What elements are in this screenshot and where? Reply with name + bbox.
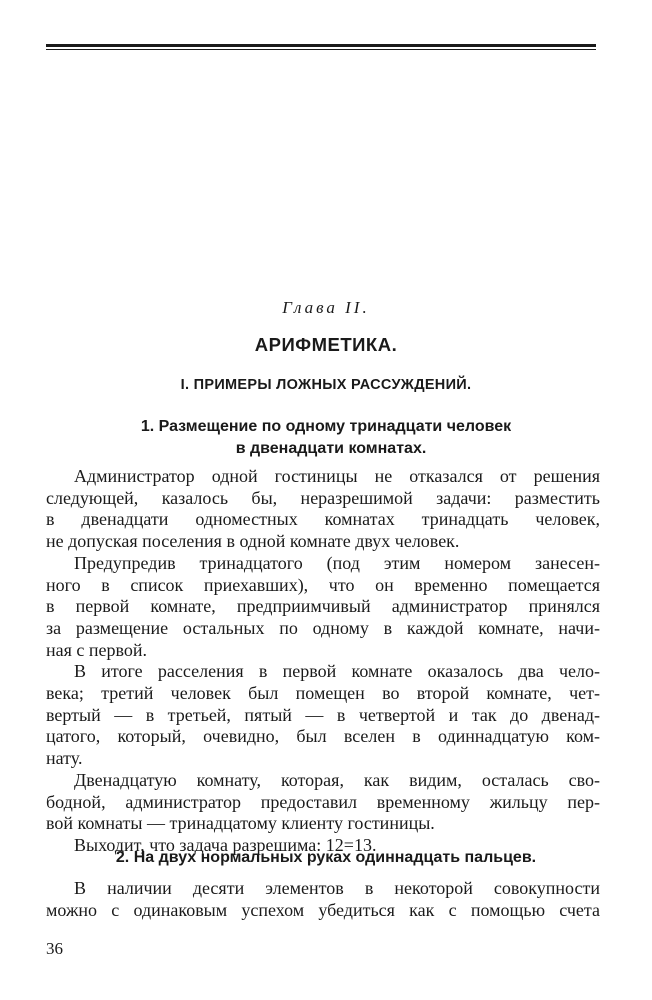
text-line: ного в список приехавших), что он временно помещается [46,574,600,595]
subsection-2-heading: 2. На двух нормальных руках одиннадцать пальцев. [115,849,537,866]
subsection-1-heading [0,416,652,460]
text-line: цатого, который, очевидно, был вселен в одиннадцатую ком- [46,726,600,747]
text-line: Двенадцатую комнату, которая, как видим, осталась сво- [74,769,600,790]
text-line: В итоге расселения в первой комнате оказалось два чело- [74,661,600,682]
text-line: в первой комнате, предприимчивый администратор принялся [46,596,600,617]
paragraph [46,878,600,921]
text-line: нату. [46,748,83,769]
text-line: бодной, администратор предоставил временному жильцу пер- [46,791,600,812]
text-line: Администратор одной гостиницы не отказался от решения [74,466,600,486]
text-line: вертый — в третьей, пятый — в четвертой и так до двенад- [46,704,600,725]
section-title: I. ПРИМЕРЫ ЛОЖНЫХ РАССУЖДЕНИЙ. [180,377,472,393]
subsection-1-heading-line-1: 1. Размещение по одному тринадцати человек [140,418,512,435]
subsection-2-body [46,878,600,921]
text-line: Предупредив тринадцатого (под этим номером занесен- [74,552,600,573]
page-number: 36 [46,939,63,958]
text-line: вой комнаты — тринадцатому клиенту гостиницы. [46,813,435,834]
paragraph [46,770,600,835]
top-rule-thick [46,44,596,47]
text-line: века; третий человек был помещен во второй комнате, чет- [46,683,600,704]
paragraph [46,661,600,770]
text-line: не допуская поселения в одной комнате двух человек. [46,531,460,552]
top-rule-thin [46,49,596,50]
text-line: в двенадцати одноместных комнатах тринадцать человек, [46,509,600,530]
paragraph [46,466,600,553]
chapter-title: АРИФМЕТИКА. [254,334,398,355]
text-line: ная с первой. [46,639,148,660]
subsection-1-heading-line-2: в двенадцати комнатах. [235,440,427,457]
paragraph [46,553,600,662]
text-line: за размещение остальных по одному в каждой комнате, начи- [46,617,600,638]
text-line: следующей, казалось бы, неразрешимой задачи: разместить [46,487,600,508]
text-line: можно с одинаковым успехом убедиться как с помощью счета [46,899,600,920]
subsection-1-body [46,466,600,857]
chapter-label: Глава II. [282,298,370,317]
text-line: В наличии десяти элементов в некоторой совокупности [74,878,600,898]
text-line: Выходит, что задача разрешима: 12=13. [74,834,377,855]
